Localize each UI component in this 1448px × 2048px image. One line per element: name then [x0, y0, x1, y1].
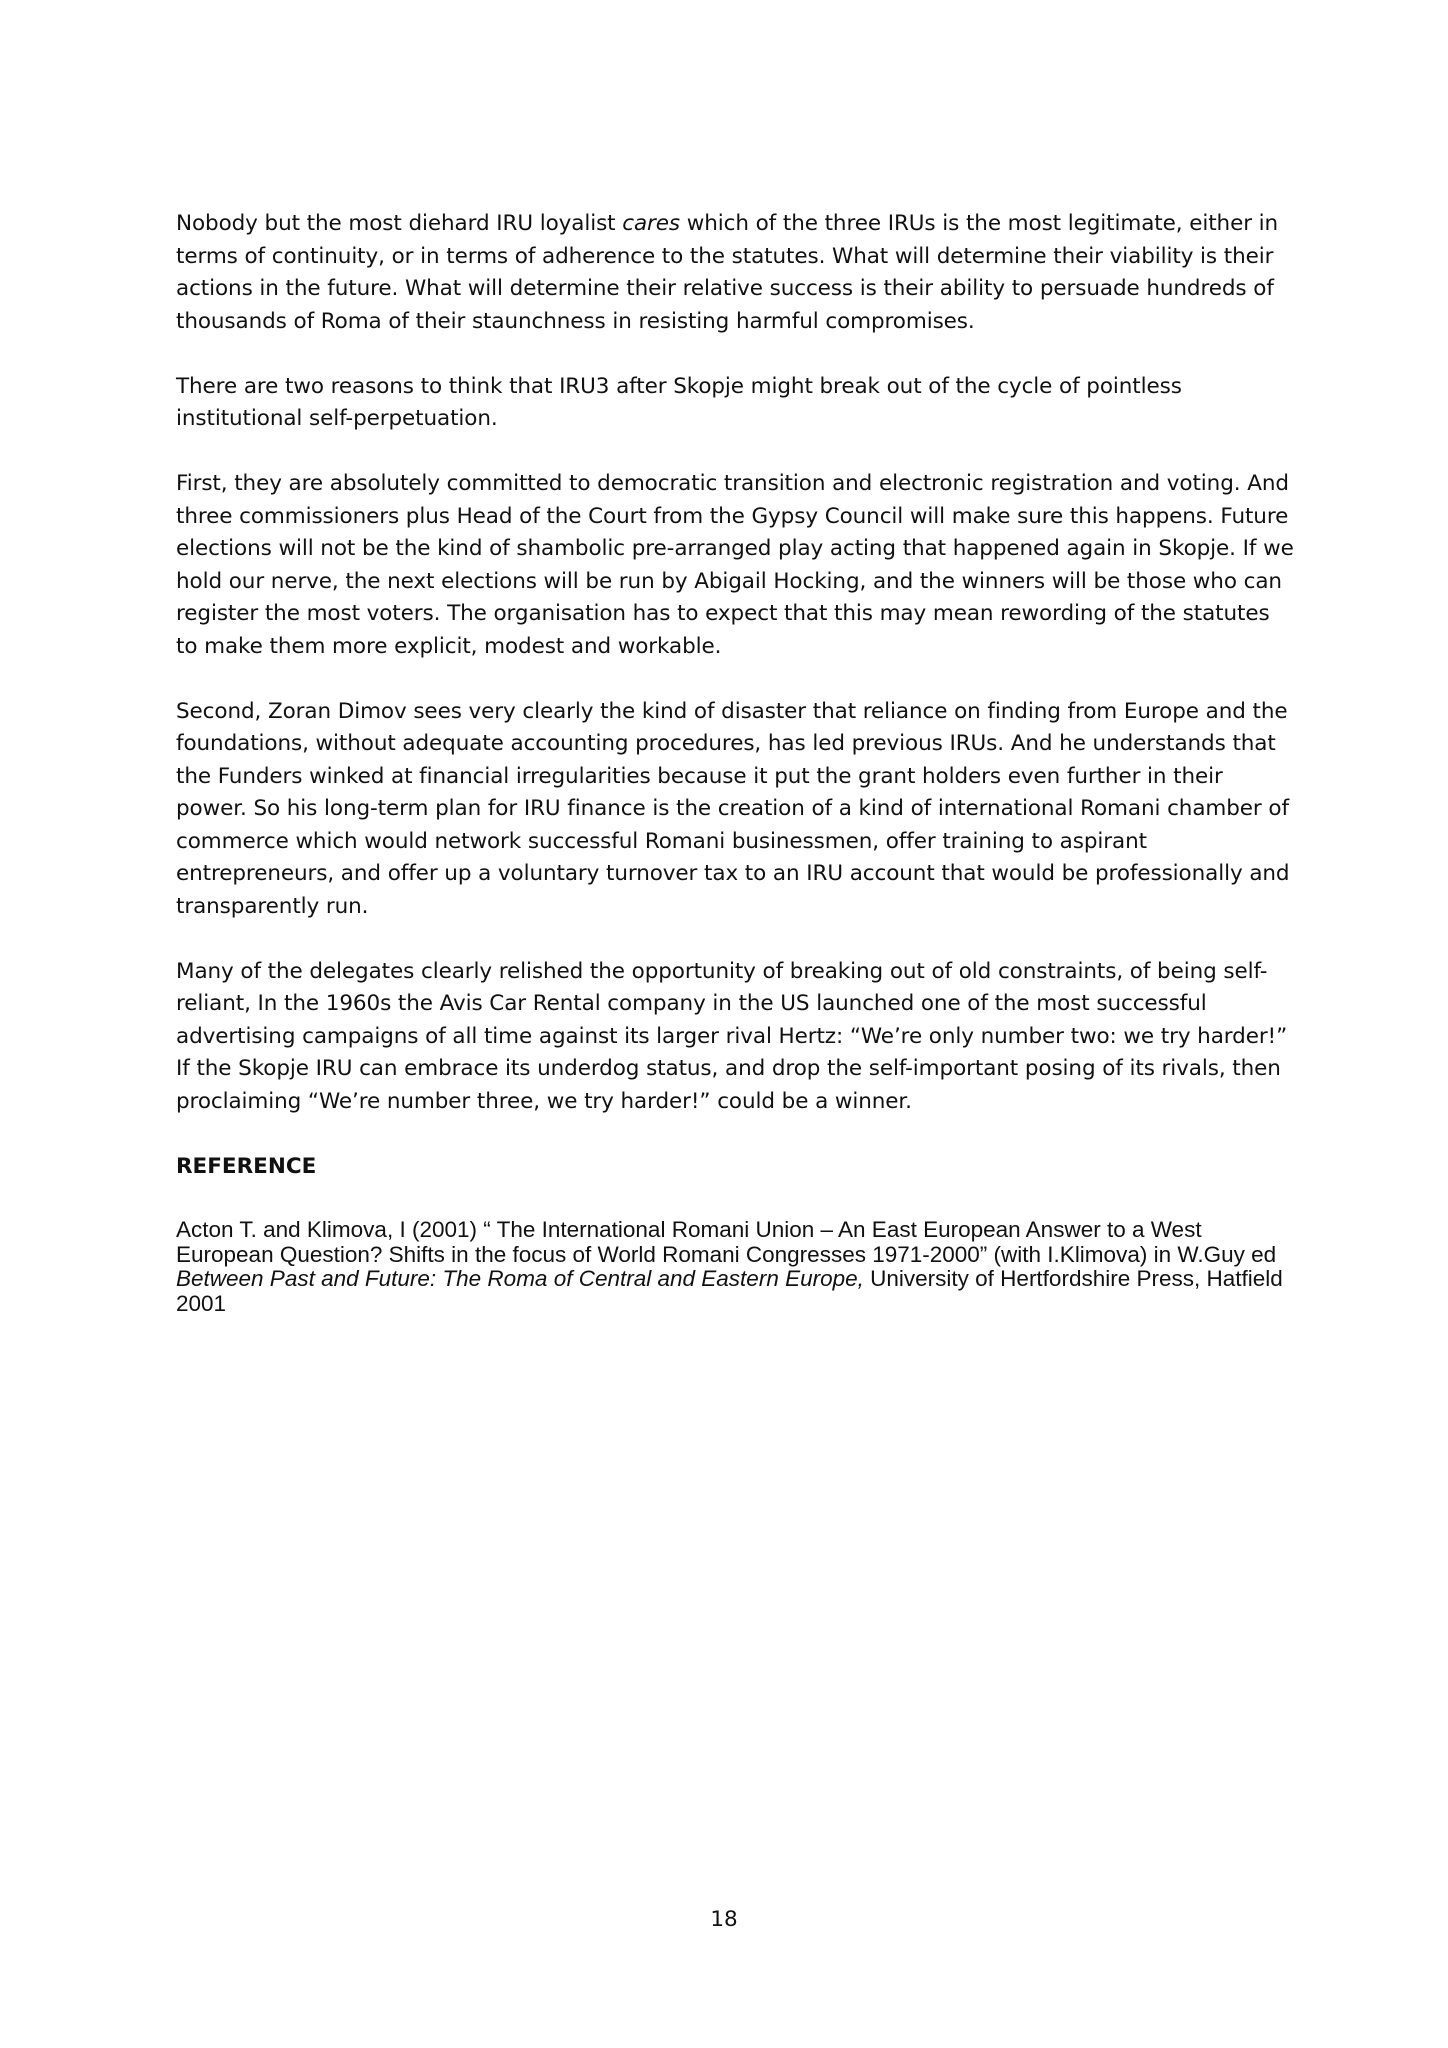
paragraph-1 [176, 208, 1294, 338]
reference-citation [176, 1218, 1296, 1316]
paragraph-1-emphasis: cares [622, 211, 681, 236]
paragraph-2: There are two reasons to think that IRU3 after Skopje might break out of the cycle of pointless institutional self-perpetuation. [176, 373, 1182, 431]
page-number: 18 [710, 1907, 738, 1932]
reference-heading: REFERENCE [176, 1154, 317, 1179]
paragraph-5: Many of the delegates clearly relished the opportunity of breaking out of old constraints, of being self-reliant, In the 1960s the Avis Car Rental company in the US launched one of the most successful advertising campaigns of all time against its larger rival Hertz: “We’re only number two: we try harder!” If the Skopje IRU can embrace its underdog status, and drop the self-important posing of its rivals, then proclaiming “We’re number three, we try harder!” could be a winner. [176, 958, 1288, 1114]
body-text [176, 208, 1294, 1151]
reference-book-title: Between Past and Future: The Roma of Central and Eastern Europe, [176, 1266, 864, 1291]
paragraph-4: Second, Zoran Dimov sees very clearly the kind of disaster that reliance on finding from Europe and the foundations, without adequate accounting procedures, has led previous IRUs. And he understands that the Funders winked at financial irregularities because it put the grant holders even further in their power. So his long-term plan for IRU finance is the creation of a kind of international Romani chamber of commerce which would network successful Romani businessmen, offer training to aspirant entrepreneurs, and offer up a voluntary turnover tax to an IRU account that would be professionally and transparently run. [176, 698, 1290, 919]
paragraph-1-lead: Nobody but the most diehard IRU loyalist [176, 211, 623, 236]
paragraph-1-rest: which of the three IRUs is the most legitimate, either in terms of continuity, or in terms of adherence to the statutes. What will determine their viability is their actions in the future. What will determine their relative success is their ability to persuade hundreds of thousands of Roma of their staunchness in resisting harmful compromises. [176, 211, 1279, 334]
paragraph-3: First, they are absolutely committed to democratic transition and electronic registration and voting. And three commissioners plus Head of the Court from the Gypsy Council will make sure this happens. Future elections will not be the kind of shambolic pre-arranged play acting that happened again in Skopje. If we hold our nerve, the next elections will be run by Abigail Hocking, and the winners will be those who can register the most voters. The organisation has to expect that this may mean rewording of the statutes to make them more explicit, modest and workable. [176, 471, 1294, 659]
reference-citation-lead: Acton T. and Klimova, I (2001) “ The International Romani Union – An East European Answer to a West European Question? Shifts in the focus of World Romani Congresses 1971-2000” (with I.Klimova) in W.Guy ed [176, 1217, 1277, 1267]
reference-citation-publisher: University of Hertfordshire Press, Hatfield 2001 [176, 1266, 1283, 1316]
